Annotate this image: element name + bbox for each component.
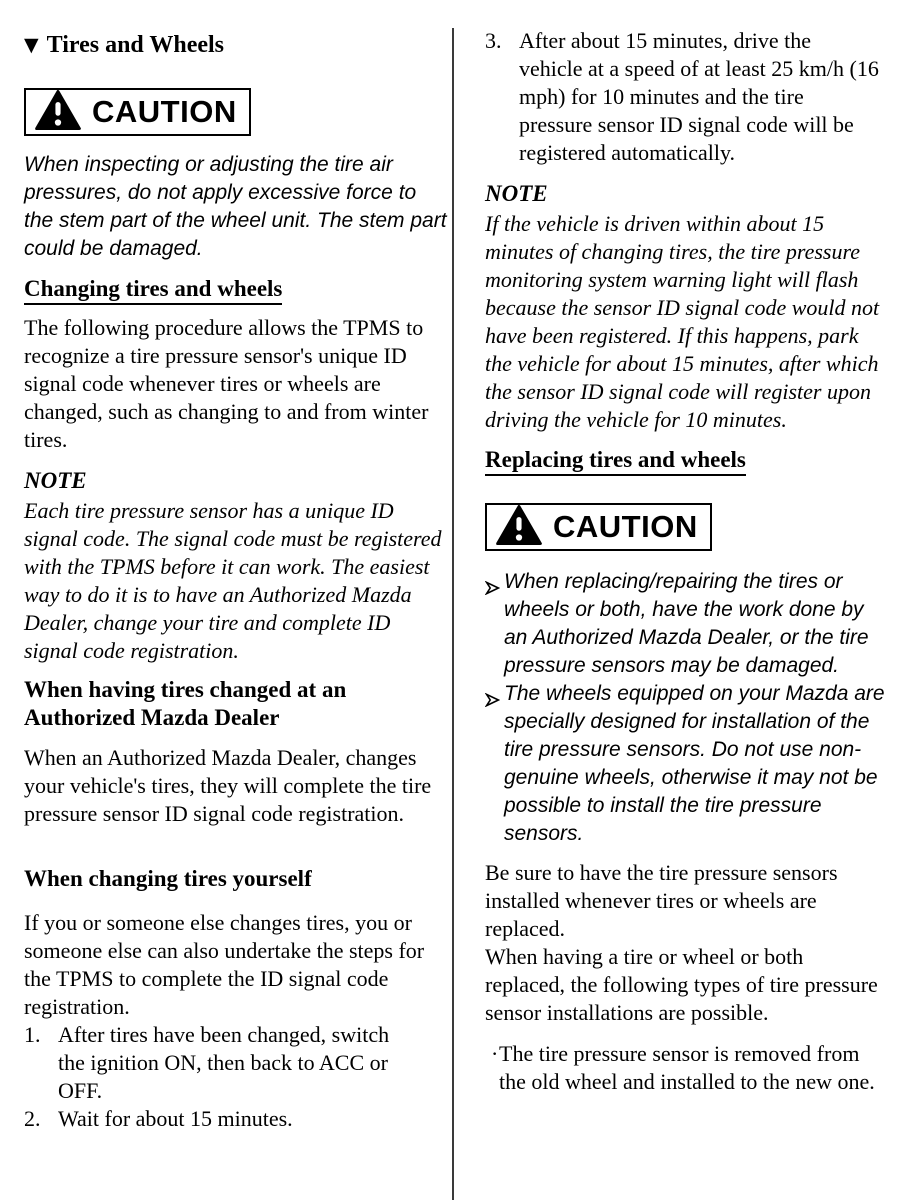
left-column: [24, 0, 448, 1133]
arrow-bullet-icon: [485, 568, 504, 680]
heading-changing-tires: [24, 276, 448, 307]
caution-item-text: The wheels equipped on your Mazda are specially designed for installation of the tire pressure sensors. Do not use non-genuine wheels, otherwise it may not be possible to install the tire pressure sensors.: [504, 682, 885, 845]
step-item-3: [485, 27, 887, 167]
caution-text: When inspecting or adjusting the tire air pressures, do not apply excessive force to the stem part of the wheel unit. The stem part could be damaged.: [24, 153, 447, 260]
step-number: 3.: [485, 28, 502, 53]
para-dealer-change: When an Authorized Mazda Dealer, changes your vehicle's tires, they will complete the tire pressure sensor ID signal code registration.: [24, 745, 432, 826]
column-divider: [452, 28, 454, 1200]
caution-items-list: [485, 568, 887, 848]
caution-item: [485, 568, 887, 680]
bullet-list: [485, 1040, 887, 1096]
note-label: NOTE: [485, 181, 548, 206]
bullet-item-text: The tire pressure sensor is removed from the old wheel and installed to the new one.: [499, 1041, 875, 1094]
heading-replacing-tires-label: Replacing tires and wheels: [485, 447, 746, 476]
heading-replacing-tires: [485, 447, 887, 478]
section-marker-icon: ▼: [24, 34, 39, 56]
para-changing-tires: The following procedure allows the TPMS to recognize a tire pressure sensor's unique ID signal code whenever tires or wheels are changed, such as changing to and from winter tires.: [24, 315, 429, 452]
heading-dealer-change: When having tires changed at an Authorized Mazda Dealer: [24, 677, 347, 730]
para-changing-yourself: If you or someone else changes tires, you or someone else can also undertake the steps for the TPMS to complete the ID signal code registration.: [24, 910, 425, 1019]
step-number: 1.: [24, 1022, 41, 1047]
caution-item-text: When replacing/repairing the tires or wheels or both, have the work done by an Authorized Mazda Dealer, or the tire pressure sensors may be damaged.: [504, 570, 869, 677]
heading-changing-yourself: When changing tires yourself: [24, 866, 312, 891]
steps-list-right: [485, 27, 887, 167]
para-be-sure: Be sure to have the tire pressure sensors installed whenever tires or wheels are replaced.: [485, 860, 838, 941]
section-title-label: Tires and Wheels: [46, 32, 224, 58]
caution-item: [485, 680, 887, 848]
caution-box: [485, 503, 712, 551]
right-column: [485, 0, 887, 1096]
caution-label: CAUTION: [553, 509, 698, 544]
step-item-1: [24, 1021, 448, 1105]
caution-label: CAUTION: [92, 94, 237, 129]
warning-triangle-icon: [496, 505, 542, 550]
note-label: NOTE: [24, 468, 87, 493]
heading-changing-tires-label: Changing tires and wheels: [24, 276, 282, 305]
arrow-bullet-icon: [485, 680, 504, 848]
note-text: If the vehicle is driven within about 15 minutes of changing tires, the tire pressure monitoring system warning light will flash because the sensor ID signal code would not have been registered. If this happens, park the vehicle for about 15 minutes, after which the sensor ID signal code will register upon driving the vehicle for 10 minutes.: [485, 211, 880, 432]
warning-triangle-icon: [35, 90, 81, 135]
caution-box: [24, 88, 251, 136]
step-item-2: [24, 1105, 448, 1133]
steps-list-left: [24, 1021, 448, 1133]
note-text: Each tire pressure sensor has a unique ID signal code. The signal code must be registered with the TPMS before it can work. The easiest way to do it is to have an Authorized Mazda Dealer, change your tire and complete ID signal code registration.: [24, 498, 442, 663]
step-text: Wait for about 15 minutes.: [58, 1106, 293, 1131]
step-number: 2.: [24, 1106, 41, 1131]
section-title: [24, 30, 448, 60]
step-text: After about 15 minutes, drive the vehicle at a speed of at least 25 km/h (16 mph) for 10 minutes and the tire pressure sensor ID signal code will be registered automatically.: [519, 28, 879, 165]
step-text: After tires have been changed, switch the ignition ON, then back to ACC or OFF.: [58, 1022, 390, 1103]
bullet-item: [485, 1040, 887, 1096]
dot-bullet-icon: ·: [491, 1041, 499, 1066]
para-when-having: When having a tire or wheel or both replaced, the following types of tire pressure sensor installations are possible.: [485, 944, 878, 1025]
